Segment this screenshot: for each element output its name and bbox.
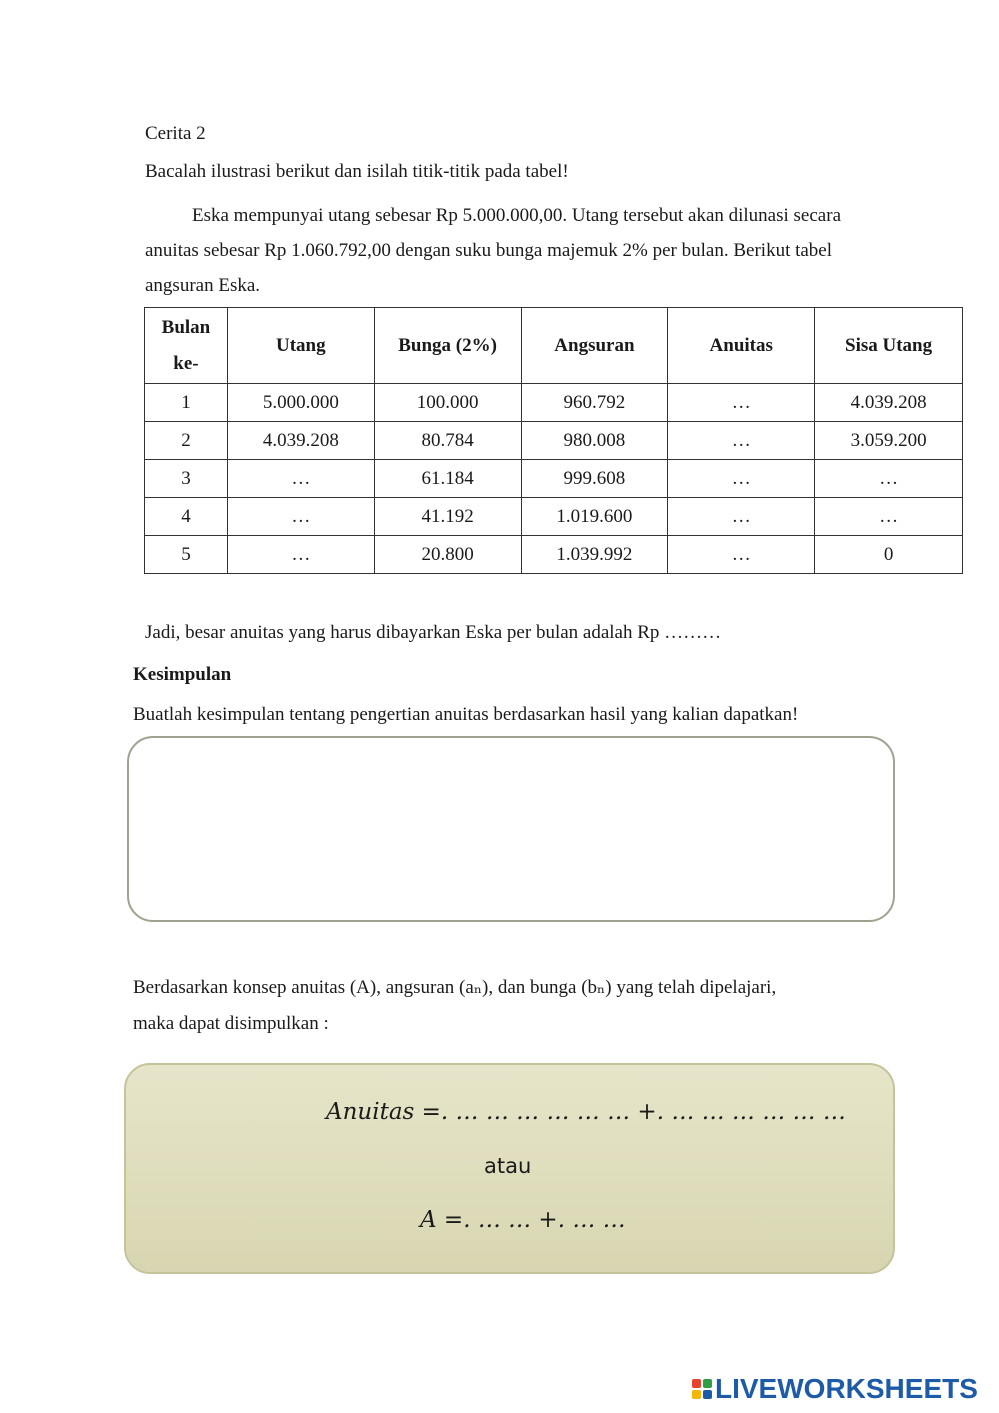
header-bulan — [145, 308, 228, 384]
cell-bunga: 80.784 — [374, 422, 521, 460]
cell-utang-blank[interactable]: … — [227, 536, 374, 574]
header-utang: Utang — [227, 308, 374, 384]
cell-anuitas-blank[interactable]: … — [668, 498, 815, 536]
cell-bunga: 20.800 — [374, 536, 521, 574]
cell-bulan: 4 — [145, 498, 228, 536]
concept-line-2: maka dapat disimpulkan : — [133, 1013, 329, 1034]
conclusion-answer-box[interactable] — [127, 736, 895, 922]
kesimpulan-prompt: Buatlah kesimpulan tentang pengertian anuitas berdasarkan hasil yang kalian dapatkan! — [133, 704, 799, 725]
cell-bunga: 100.000 — [374, 384, 521, 422]
cell-bunga: 41.192 — [374, 498, 521, 536]
logo-squares-icon — [692, 1379, 712, 1399]
header-angsuran: Angsuran — [521, 308, 668, 384]
cell-angsuran: 960.792 — [521, 384, 668, 422]
header-bulan-line1: Bulan — [161, 316, 211, 338]
cell-angsuran: 980.008 — [521, 422, 668, 460]
cell-bulan: 1 — [145, 384, 228, 422]
cell-bulan: 3 — [145, 460, 228, 498]
cell-bulan: 5 — [145, 536, 228, 574]
header-bulan-line2: ke- — [173, 352, 199, 374]
kesimpulan-heading: Kesimpulan — [133, 664, 232, 685]
paragraph-line-3: angsuran Eska. — [145, 275, 261, 296]
cell-sisa-utang: 4.039.208 — [815, 384, 963, 422]
story-title: Cerita 2 — [145, 123, 206, 144]
cell-sisa-utang: 3.059.200 — [815, 422, 963, 460]
cell-anuitas-blank[interactable]: … — [668, 422, 815, 460]
cell-bunga: 61.184 — [374, 460, 521, 498]
cell-utang: 4.039.208 — [227, 422, 374, 460]
cell-sisa-utang-blank[interactable]: … — [815, 498, 963, 536]
conclusion-line: Jadi, besar anuitas yang harus dibayarkan Eska per bulan adalah Rp ……… — [145, 622, 722, 643]
table-header-row — [145, 308, 963, 384]
instruction-text: Bacalah ilustrasi berikut dan isilah titik-titik pada tabel! — [145, 161, 569, 182]
paragraph-line-1: Eska mempunyai utang sebesar Rp 5.000.000,00. Utang tersebut akan dilunasi secara — [192, 205, 841, 226]
cell-anuitas-blank[interactable]: … — [668, 384, 815, 422]
logo-text: LIVEWORKSHEETS — [715, 1373, 978, 1404]
cell-bulan: 2 — [145, 422, 228, 460]
paragraph-line-2: anuitas sebesar Rp 1.060.792,00 dengan suku bunga majemuk 2% per bulan. Berikut tabel — [145, 240, 833, 261]
cell-angsuran: 999.608 — [521, 460, 668, 498]
table-row — [145, 422, 963, 460]
cell-anuitas-blank[interactable]: … — [668, 460, 815, 498]
liveworksheets-logo — [692, 1374, 978, 1404]
cell-utang: 5.000.000 — [227, 384, 374, 422]
cell-angsuran: 1.039.992 — [521, 536, 668, 574]
table-row — [145, 460, 963, 498]
cell-sisa-utang: 0 — [815, 536, 963, 574]
header-anuitas: Anuitas — [668, 308, 815, 384]
cell-utang-blank[interactable]: … — [227, 460, 374, 498]
formula-a[interactable]: A =. … … +. … … — [420, 1207, 626, 1233]
header-sisa-utang: Sisa Utang — [815, 308, 963, 384]
table-row — [145, 498, 963, 536]
formula-anuitas[interactable]: Anuitas =. … … … … … … +. … … … … … … — [326, 1099, 846, 1125]
cell-sisa-utang-blank[interactable]: … — [815, 460, 963, 498]
formula-or: atau — [484, 1154, 532, 1178]
cell-utang-blank[interactable]: … — [227, 498, 374, 536]
concept-line-1: Berdasarkan konsep anuitas (A), angsuran (aₙ), dan bunga (bₙ) yang telah dipelajari, — [133, 977, 777, 998]
table-row — [145, 384, 963, 422]
installment-table — [144, 307, 963, 574]
cell-angsuran: 1.019.600 — [521, 498, 668, 536]
table-row — [145, 536, 963, 574]
header-bunga: Bunga (2%) — [374, 308, 521, 384]
cell-anuitas-blank[interactable]: … — [668, 536, 815, 574]
